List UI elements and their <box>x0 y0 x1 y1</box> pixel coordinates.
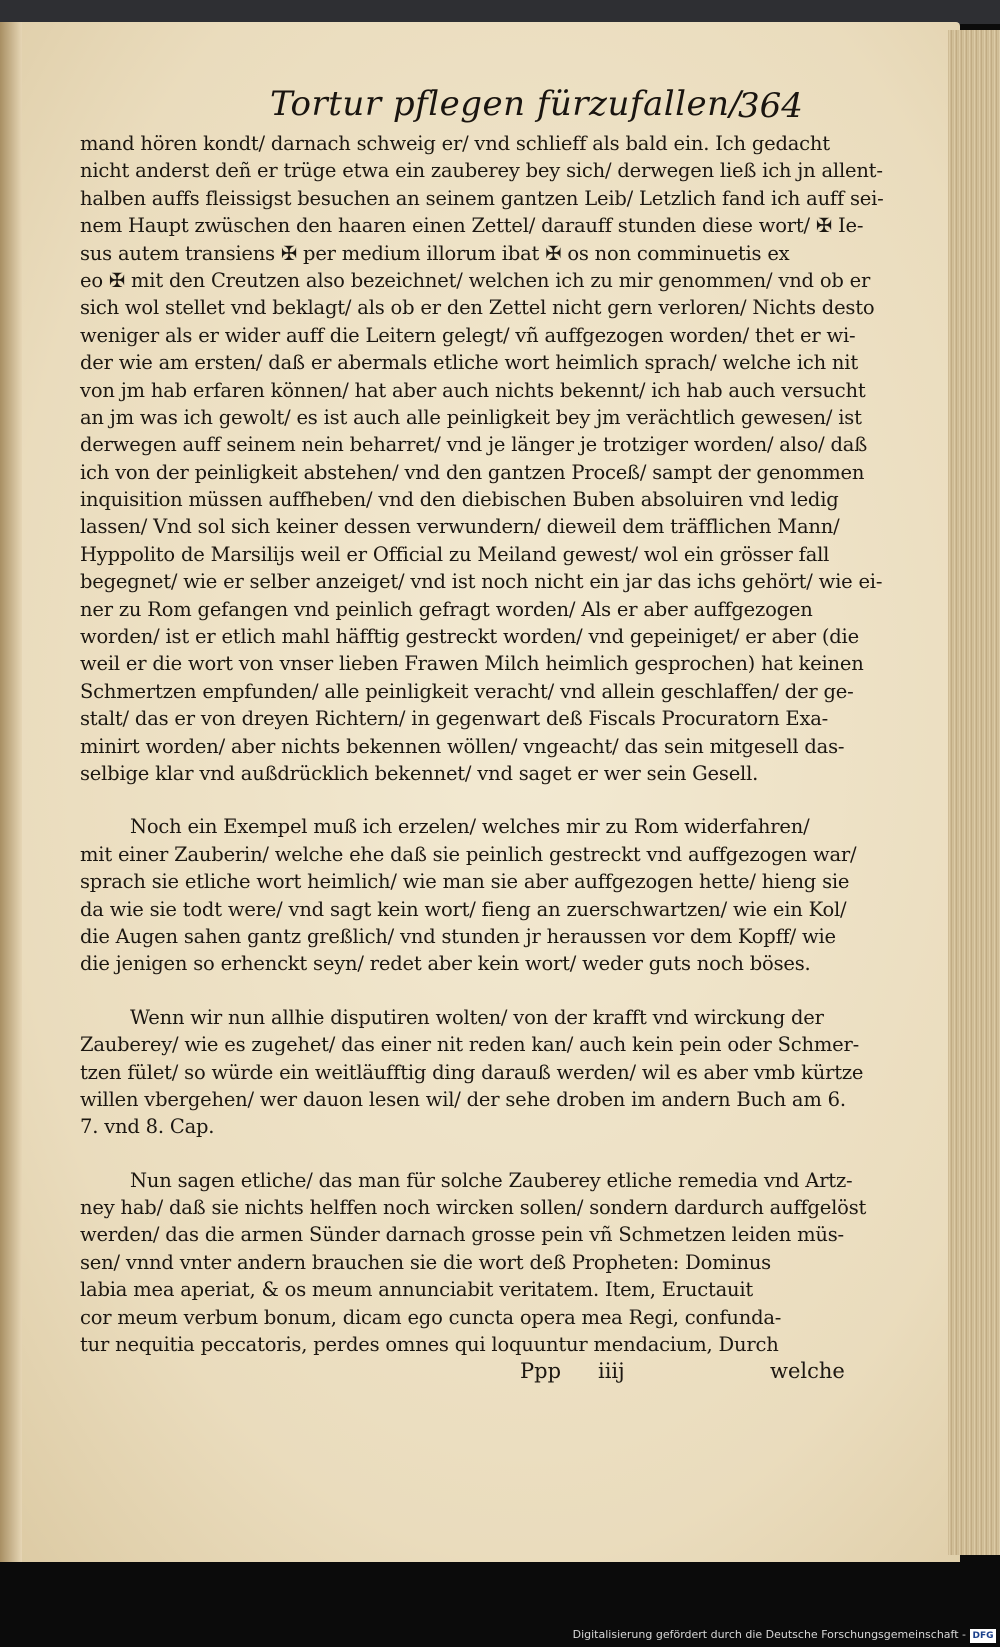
text-line: 7. vnd 8. Cap. <box>80 1115 215 1139</box>
paragraph-gap <box>80 1141 800 1167</box>
text-line: begegnet/ wie er selber anzeiget/ vnd ist noch nicht ein jar das ichs gehört/ wie ei- <box>80 570 883 594</box>
text-line: sich wol stellet vnd beklagt/ als ob er den Zettel nicht gern verloren/ Nichts desto <box>80 296 875 320</box>
text-line: inquisition müssen auffheben/ vnd den diebischen Buben absoluiren vnd ledig <box>80 488 839 512</box>
text-line: nem Haupt zwüschen den haaren einen Zettel/ darauff stunden diese wort/ ✠ Ie- <box>80 214 864 238</box>
signature-folio: iiij <box>598 1359 625 1383</box>
text-line: der wie am ersten/ daß er abermals etliche wort heimlich sprach/ welche ich nit <box>80 351 858 375</box>
text-line: die Augen sahen gantz greßlich/ vnd stunden jr heraussen vor dem Kopff/ wie <box>80 924 836 948</box>
body-text <box>80 130 884 1358</box>
text-line: lassen/ Vnd sol sich keiner dessen verwundern/ dieweil dem träfflichen Mann/ <box>80 515 840 539</box>
text-line: Noch ein Exempel muß ich erzelen/ welches mir zu Rom widerfahren/ <box>130 815 810 839</box>
page-fore-edge <box>948 30 1000 1555</box>
text-line: ner zu Rom gefangen vnd peinlich gefragt worden/ Als er aber auffgezogen <box>80 597 813 621</box>
text-line: stalt/ das er von dreyen Richtern/ in gegenwart deß Fiscals Procuratorn Exa- <box>80 707 829 731</box>
digitization-credit: Digitalisierung gefördert durch die Deutsche Forschungsgemeinschaft - <box>572 1628 966 1641</box>
text-line: tur nequitia peccatoris, perdes omnes qui loquuntur mendacium, Durch <box>80 1333 779 1357</box>
paragraph <box>80 1167 867 1359</box>
text-line: von jm hab erfaren können/ hat aber auch nichts bekennt/ ich hab auch versucht <box>80 378 866 402</box>
paragraph <box>80 130 884 787</box>
text-line: ney hab/ daß sie nichts helffen noch wircken sollen/ sondern dardurch auffgelöst <box>80 1196 867 1220</box>
paragraph-gap <box>80 787 800 813</box>
text-line: Hyppolito de Marsilijs weil er Official zu Meiland gewest/ wol ein grösser fall <box>80 542 830 566</box>
paragraph-gap <box>80 978 800 1004</box>
text-line: werden/ das die armen Sünder darnach grosse pein vñ Schmetzen leiden müs- <box>80 1223 844 1247</box>
text-line: willen vbergehen/ wer dauon lesen wil/ der sehe droben im andern Buch am 6. <box>80 1087 846 1111</box>
text-line: mand hören kondt/ darnach schweig er/ vnd schlieff als bald ein. Ich gedacht <box>80 132 830 155</box>
text-line: sen/ vnnd vnter andern brauchen sie die wort deß Propheten: Dominus <box>80 1250 771 1274</box>
text-line: tzen fület/ so würde ein weitläufftig ding darauß werden/ wil es aber vmb kürtze <box>80 1060 864 1084</box>
text-line: ich von der peinligkeit abstehen/ vnd den gantzen Proceß/ sampt der genommen <box>80 460 865 484</box>
text-line: nicht anderst deñ er trüge etwa ein zauberey bey sich/ derwegen ließ ich jn allent- <box>80 159 883 183</box>
catchword: welche <box>770 1359 845 1383</box>
text-line: cor meum verbum bonum, dicam ego cuncta opera mea Regi, confunda- <box>80 1305 782 1329</box>
text-line: Nun sagen etliche/ das man für solche Zauberey etliche remedia vnd Artz- <box>130 1168 853 1192</box>
text-line: labia mea aperiat, & os meum annunciabit veritatem. Item, Eructauit <box>80 1278 754 1302</box>
paragraph <box>80 1004 864 1141</box>
text-line: Wenn wir nun allhie disputiren wolten/ von der krafft vnd wirckung der <box>130 1005 824 1029</box>
page-number: 364 <box>738 86 803 126</box>
text-line: Zauberey/ wie es zugehet/ das einer nit reden kan/ auch kein pein oder Schmer- <box>80 1033 860 1057</box>
text-line: weniger als er wider auff die Leitern gelegt/ vñ auffgezogen worden/ thet er wi- <box>80 323 856 347</box>
text-line: worden/ ist er etlich mahl häfftig gestreckt worden/ vnd gepeiniget/ er aber (die <box>80 625 859 649</box>
text-line: da wie sie todt were/ vnd sagt kein wort/ fieng an zuerschwartzen/ wie ein Kol/ <box>80 897 847 921</box>
text-line: Schmertzen empfunden/ alle peinligkeit veracht/ vnd allein geschlaffen/ der ge- <box>80 679 854 703</box>
text-line: derwegen auff seinem nein beharret/ vnd je länger je trotziger worden/ also/ daß <box>80 433 868 457</box>
running-head: Tortur pflegen fürzufallen/ <box>270 84 742 124</box>
text-line: halben auffs fleissigst besuchen an seinem gantzen Leib/ Letzlich fand ich auff sei- <box>80 186 884 210</box>
signature-mark: Ppp <box>520 1359 562 1383</box>
paragraph <box>80 813 857 977</box>
text-line: mit einer Zauberin/ welche ehe daß sie peinlich gestreckt vnd auffgezogen war/ <box>80 842 857 866</box>
text-line: an jm was ich gewolt/ es ist auch alle peinligkeit bey jm verächtlich gewesen/ ist <box>80 405 862 429</box>
dfg-logo: DFG <box>970 1629 996 1643</box>
page-gutter <box>0 22 22 1562</box>
text-line: sprach sie etliche wort heimlich/ wie man sie aber auffgezogen hette/ hieng sie <box>80 870 850 894</box>
text-line: selbige klar vnd außdrücklich bekennet/ vnd saget er wer sein Gesell. <box>80 761 759 785</box>
text-line: weil er die wort von vnser lieben Frawen Milch heimlich gesprochen) hat keinen <box>80 652 864 676</box>
scanner-top-bar <box>0 0 1000 24</box>
text-line: eo ✠ mit den Creutzen also bezeichnet/ welchen ich zu mir genommen/ vnd ob er <box>80 268 871 292</box>
scanner-footer-band <box>0 1562 1000 1647</box>
text-line: sus autem transiens ✠ per medium illorum ibat ✠ os non comminuetis ex <box>80 241 790 265</box>
text-line: die jenigen so erhenckt seyn/ redet aber kein wort/ weder guts noch böses. <box>80 952 811 976</box>
text-line: minirt worden/ aber nichts bekennen wöllen/ vngeacht/ das sein mitgesell das- <box>80 734 845 758</box>
